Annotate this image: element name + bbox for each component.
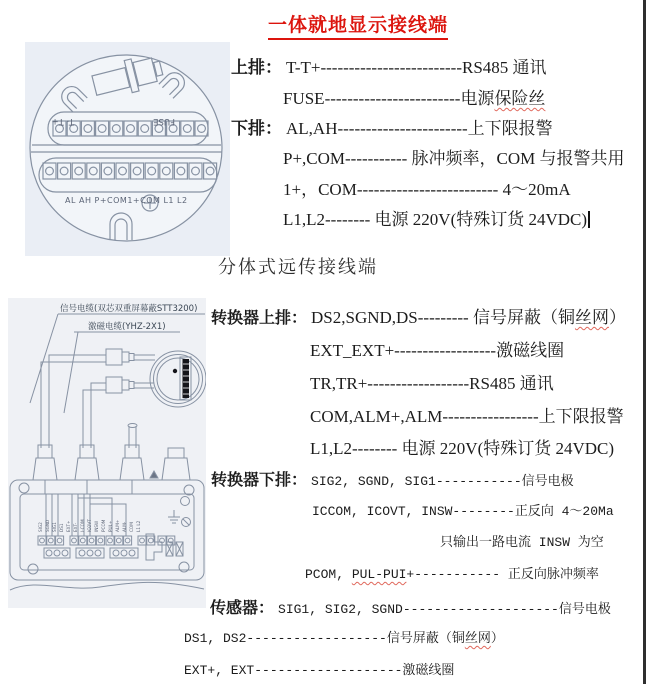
housing-drawing xyxy=(25,42,230,256)
wiring-line xyxy=(283,144,625,169)
row-text: ） xyxy=(490,631,504,646)
row-label: 上排： xyxy=(231,58,282,77)
svg-text:INSW: INSW xyxy=(94,520,99,532)
wiring-line xyxy=(184,627,504,646)
row-text: L1,L2-------- 电源 220V(特殊订货 24VDC) xyxy=(283,210,588,229)
remote-wiring-diagram xyxy=(8,298,206,608)
row-text: P+,COM----------- 脉冲频率，COM 与报警共用 xyxy=(283,149,625,168)
row-text-squiggle: 保险丝 xyxy=(494,89,546,108)
break-line xyxy=(10,582,204,590)
row-text: DS2,SGND,DS--------- 信号屏蔽（铜 xyxy=(311,308,575,327)
svg-text:L1 L2: L1 L2 xyxy=(136,520,141,532)
wiring-line xyxy=(310,402,624,427)
section-title-remote: 分体式远传接线端 xyxy=(218,257,378,277)
row-text: EXT+, EXT-------------------激磁线圈 xyxy=(184,663,455,678)
strip-label-bottom: AL AH P+COM1+COM L1 L2 xyxy=(65,196,188,205)
wiring-line xyxy=(310,434,614,459)
row-text: T-T+-------------------------RS485 通讯 xyxy=(286,58,547,77)
wiring-line xyxy=(312,500,614,519)
wiring-line xyxy=(283,175,571,200)
svg-text:I-COM: I-COM xyxy=(80,519,85,532)
svg-text:EXT-: EXT- xyxy=(73,522,78,532)
row-text: L1,L2-------- 电源 220V(特殊订货 24VDC) xyxy=(310,439,615,458)
row-text-squiggle: 丝网 xyxy=(574,308,609,327)
row-text-squiggle: 丝网 xyxy=(464,631,491,646)
strip-label-tt: T- T+ xyxy=(51,116,74,126)
cable-glands xyxy=(33,445,190,480)
integrated-terminal-diagram xyxy=(25,42,230,256)
row-text: EXT_EXT+------------------激磁线圈 xyxy=(310,341,565,360)
row-text: DS1, DS2------------------信号屏蔽（铜 xyxy=(184,631,465,646)
row-text: ） xyxy=(608,308,626,327)
signal-cable-label: 信号电缆(双芯双重屏幕蔽STT3200) xyxy=(60,304,198,314)
sensor-gauge xyxy=(150,351,206,407)
wiring-line xyxy=(310,369,554,394)
svg-text:COM: COM xyxy=(129,522,134,532)
page-title: 一体就地显示接线端 xyxy=(268,10,448,40)
row-label: 转换器下排： xyxy=(211,472,308,489)
page-edge-bar xyxy=(643,0,646,684)
row-text-squiggle: PUL-PUI xyxy=(351,567,407,582)
ground-icon xyxy=(168,497,191,527)
plug-excite xyxy=(106,377,154,393)
wiring-line xyxy=(283,205,590,230)
bracket-shape xyxy=(146,534,162,560)
excite-cable-label: 激磁电缆(YHZ-2X1) xyxy=(88,322,166,332)
wiring-line xyxy=(231,53,547,78)
row-text: TR,TR+------------------RS485 通讯 xyxy=(310,374,554,393)
svg-text:DS1: DS1 xyxy=(59,523,64,532)
svg-text:SIG2: SIG2 xyxy=(38,522,43,532)
row-text: FUSE------------------------电源 xyxy=(283,89,495,108)
row-label: 转换器上排： xyxy=(211,310,308,327)
svg-text:ALM+: ALM+ xyxy=(115,519,120,532)
wiring-line xyxy=(305,563,599,582)
row-text: AL,AH-----------------------上下限报警 xyxy=(286,119,553,138)
row-text: COM,ALM+,ALM-----------------上下限报警 xyxy=(310,407,624,426)
row-text: ICCOM, ICOVT, INSW--------正反向 4～20Ma xyxy=(312,504,614,519)
row-text: 1+，COM------------------------- 4～20mA xyxy=(283,180,571,199)
wiring-line xyxy=(310,336,564,361)
row-text: 只输出一路电流 INSW 为空 xyxy=(440,535,604,550)
row-label: 下排： xyxy=(231,119,282,138)
wiring-line xyxy=(210,595,611,618)
wiring-line xyxy=(231,114,553,139)
row-text: +----------- 正反向脉冲频率 xyxy=(406,567,599,582)
svg-text:SGND: SGND xyxy=(45,519,50,532)
svg-text:ALM-: ALM- xyxy=(122,521,127,532)
row-text: SIG2, SGND, SIG1-----------信号电极 xyxy=(311,474,574,489)
svg-text:ICOVT: ICOVT xyxy=(87,519,92,532)
wiring-line xyxy=(283,84,545,109)
row-text: SIG1, SIG2, SGND--------------------信号电极 xyxy=(278,602,611,617)
svg-text:PCOM: PCOM xyxy=(101,519,106,532)
svg-text:EXT+: EXT+ xyxy=(66,520,71,532)
wiring-line xyxy=(211,467,574,490)
wiring-line xyxy=(211,303,626,328)
wiring-line xyxy=(184,659,454,678)
strip-label-fuse: FUSE xyxy=(153,116,175,126)
row-label: 传感器： xyxy=(210,600,275,617)
row-text: PCOM, xyxy=(305,567,352,582)
plug-signal xyxy=(106,349,155,365)
wiring-line xyxy=(440,531,604,550)
svg-text:PUL+: PUL+ xyxy=(108,520,113,532)
text-cursor xyxy=(588,211,590,228)
svg-text:SIG1: SIG1 xyxy=(52,522,57,532)
